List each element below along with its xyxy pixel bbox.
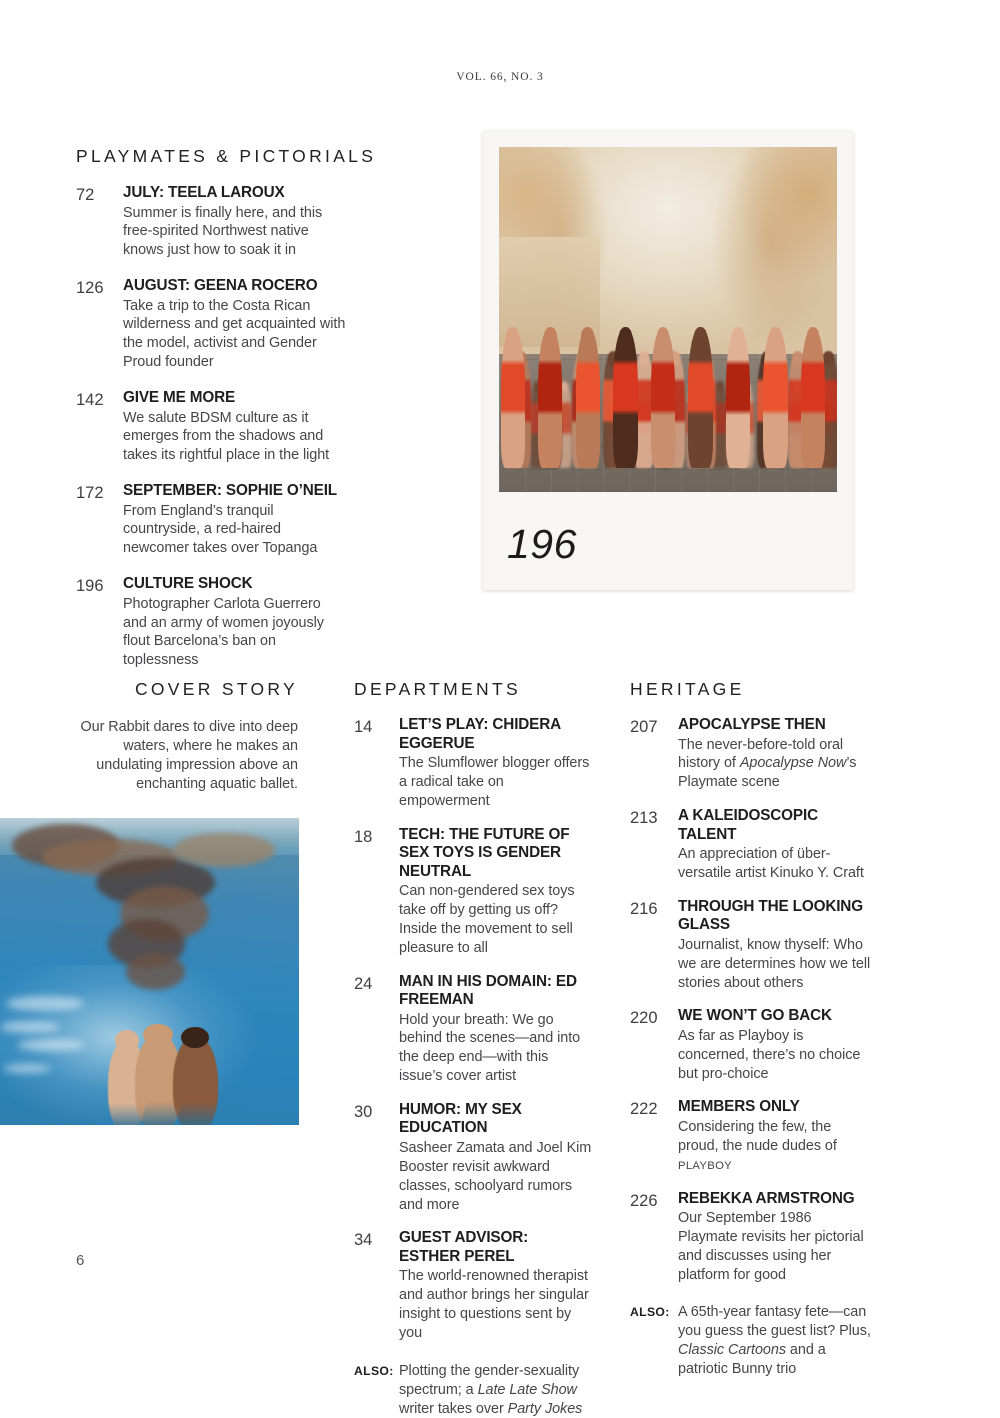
- entry-title: CULTURE SHOCK: [123, 575, 253, 593]
- photo-swimmer-head: [143, 1024, 173, 1045]
- toc-entry[interactable]: [354, 1101, 592, 1214]
- cover-story-photograph: [0, 818, 299, 1125]
- toc-entry[interactable]: [354, 1229, 592, 1342]
- entry-title: GIVE ME MORE: [123, 389, 236, 407]
- entry-page-number: 172: [76, 484, 104, 503]
- entry-page-number: 222: [630, 1100, 658, 1119]
- entry-description: An appreciation of über-versatile artist Kinuko Y. Craft: [678, 846, 864, 881]
- entry-title: GUEST ADVISOR: ESTHER PEREL: [399, 1229, 529, 1265]
- toc-entry[interactable]: [630, 1007, 873, 1083]
- entry-body: [399, 973, 592, 1086]
- entry-page-number: 18: [354, 827, 373, 846]
- entry-body: [399, 1229, 592, 1342]
- entry-page-number: 14: [354, 718, 373, 736]
- entry-title: APOCALYPSE THEN: [678, 716, 826, 733]
- photo-figure: [576, 329, 600, 468]
- toc-entry[interactable]: [630, 1098, 873, 1174]
- entry-title: HUMOR: MY SEX EDUCATION: [399, 1100, 522, 1137]
- entry-body: [678, 1190, 873, 1285]
- photo-caustic-light: [3, 1064, 51, 1073]
- entry-body: [123, 389, 348, 465]
- entry-body: [399, 826, 592, 958]
- entry-title: THROUGH THE LOOKING GLASS: [678, 897, 863, 934]
- entry-title: JULY: TEELA LAROUX: [123, 184, 285, 201]
- entry-description: Hold your breath: We go behind the scenes—and into the deep end—with this issue’s cover artist: [399, 1011, 581, 1085]
- photo-figure-head: [823, 351, 834, 366]
- entry-description: Can non-gendered sex toys take off by getting us off? Inside the movement to sell pleasure to all: [399, 883, 575, 956]
- entry-body: [399, 716, 592, 811]
- photo-figure: [726, 329, 750, 468]
- toc-entry[interactable]: [630, 716, 873, 792]
- photo-swimmer-head: [115, 1030, 139, 1051]
- entry-description: Photographer Carlota Guerrero and an army of women joyously flout Barcelona’s ban on toplessness: [123, 595, 324, 669]
- cover-story-section: [70, 679, 298, 794]
- toc-entry[interactable]: [76, 575, 348, 670]
- entry-body: [678, 807, 873, 883]
- photo-figure-group: [499, 302, 837, 468]
- also-label: ALSO:: [354, 1363, 394, 1378]
- entry-description: Summer is finally here, and this free-spirited Northwest native knows just how to soak it in: [123, 204, 323, 259]
- entry-page-number: 226: [630, 1191, 658, 1210]
- photo-figure: [801, 329, 825, 468]
- entry-description: Sasheer Zamata and Joel Kim Booster revisit awkward classes, schoolyard rumors and more: [399, 1139, 592, 1213]
- toc-entry[interactable]: [630, 1190, 873, 1285]
- entry-title: TECH: THE FUTURE OF SEX TOYS IS GENDER NEUTRAL: [399, 825, 570, 880]
- entry-description: The never-before-told oral history of Apocalypse Now’s Playmate scene: [678, 736, 857, 791]
- entry-body: [123, 575, 348, 670]
- entry-body: [678, 716, 873, 792]
- heritage-entry-list: [630, 716, 873, 1284]
- departments-section: [354, 679, 592, 1418]
- entry-page-number: 207: [630, 718, 658, 736]
- playmates-pictorials-section: [76, 146, 377, 687]
- toc-entry[interactable]: [354, 716, 592, 811]
- entry-title: AUGUST: GEENA ROCERO: [123, 277, 318, 295]
- entry-page-number: 216: [630, 899, 658, 918]
- entry-page-number: 126: [76, 279, 104, 298]
- toc-entry[interactable]: [354, 826, 592, 958]
- photo-figure: [763, 329, 787, 468]
- toc-entry[interactable]: [76, 184, 348, 260]
- photo-caustic-light: [0, 1021, 60, 1033]
- entry-body: [123, 482, 348, 558]
- heritage-section: [630, 679, 873, 1379]
- also-label: ALSO:: [630, 1305, 670, 1320]
- entry-title: SEPTEMBER: SOPHIE O’NEIL: [123, 482, 337, 500]
- entry-body: [123, 184, 348, 260]
- entry-page-number: 30: [354, 1102, 373, 1121]
- cover-story-blurb: Our Rabbit dares to dive into deep waters, where he makes an undulating impression above an enchanting aquatic ballet.: [80, 719, 298, 793]
- entry-description: As far as Playboy is concerned, there’s no choice but pro-choice: [678, 1027, 861, 1082]
- playmates-entry-list: [76, 184, 348, 670]
- entry-title: REBEKKA ARMSTRONG: [678, 1189, 855, 1207]
- entry-title: LET’S PLAY: CHIDERA EGGERUE: [399, 716, 561, 752]
- entry-description: Considering the few, the proud, the nude dudes of PLAYBOY: [678, 1118, 837, 1172]
- entry-title: MEMBERS ONLY: [678, 1098, 800, 1116]
- toc-entry[interactable]: [630, 807, 873, 883]
- toc-entry[interactable]: [354, 973, 592, 1086]
- photo-swimmer: [173, 1036, 218, 1125]
- entry-title: A KALEIDOSCOPIC TALENT: [678, 807, 818, 843]
- toc-entry[interactable]: [76, 389, 348, 465]
- photo-figure: [501, 329, 525, 468]
- toc-entry[interactable]: [630, 898, 873, 993]
- photo-surface-reflection: [173, 833, 275, 867]
- toc-entry[interactable]: [76, 482, 348, 558]
- photo-figure: [651, 329, 675, 468]
- photo-figure: [538, 329, 562, 468]
- entry-page-number: 213: [630, 809, 658, 828]
- hero-photograph: [499, 147, 837, 492]
- entry-page-number: 24: [354, 974, 373, 993]
- section-heading-departments: DEPARTMENTS: [354, 679, 521, 699]
- also-note: [354, 1362, 592, 1418]
- also-note: [630, 1303, 873, 1378]
- entry-body: [678, 898, 873, 993]
- entry-page-number: 196: [76, 577, 104, 596]
- hero-page-reference: 196: [507, 521, 577, 567]
- section-heading-cover-story: COVER STORY: [134, 679, 298, 699]
- section-heading-heritage: HERITAGE: [630, 679, 745, 699]
- photo-figure-head: [619, 327, 632, 345]
- entry-description: We salute BDSM culture as it emerges from the shadows and takes its rightful place in the light: [123, 409, 330, 464]
- entry-description: From England’s tranquil countryside, a red-haired newcomer takes over Topanga: [123, 502, 318, 557]
- entry-page-number: 34: [354, 1231, 373, 1250]
- photo-figure: [613, 329, 637, 468]
- departments-entry-list: [354, 716, 592, 1343]
- entry-body: [399, 1101, 592, 1214]
- folio-page-number: 6: [76, 1252, 85, 1269]
- photo-figure-head: [544, 327, 557, 345]
- also-text: A 65th-year fantasy fete—can you guess the guest list? Plus, Classic Cartoons and a patriotic Bunny trio: [678, 1304, 871, 1378]
- entry-page-number: 142: [76, 391, 104, 410]
- toc-entry[interactable]: [76, 277, 348, 372]
- also-text: Plotting the gender-sexuality spectrum; a Late Late Show writer takes over Party Jokes: [399, 1362, 583, 1417]
- entry-body: [678, 1007, 873, 1083]
- entry-description: Take a trip to the Costa Rican wilderness and get acquainted with the model, activist and Gender Proud founder: [123, 297, 346, 371]
- photo-figure-head: [694, 327, 707, 345]
- entry-description: The world-renowned therapist and author brings her singular insight to questions sent by you: [399, 1268, 589, 1341]
- hero-photo-frame: [483, 131, 853, 590]
- running-head-volume: VOL. 66, NO. 3: [456, 71, 544, 83]
- photo-figure: [688, 329, 712, 468]
- section-heading-playmates: PLAYMATES & PICTORIALS: [76, 146, 377, 166]
- entry-body: [123, 277, 348, 372]
- entry-description: The Slumflower blogger offers a radical take on empowerment: [399, 755, 590, 809]
- entry-title: WE WON’T GO BACK: [678, 1007, 832, 1025]
- entry-body: [678, 1098, 873, 1174]
- entry-page-number: 220: [630, 1009, 658, 1028]
- entry-page-number: 72: [76, 186, 95, 204]
- entry-title: MAN IN HIS DOMAIN: ED FREEMAN: [399, 972, 577, 1009]
- photo-surface-reflection: [126, 953, 186, 990]
- photo-figure-head: [639, 351, 650, 366]
- entry-description: Our September 1986 Playmate revisits her pictorial and discusses using her platform for good: [678, 1210, 864, 1283]
- entry-description: Journalist, know thyself: Who we are determines how we tell stories about others: [678, 936, 871, 991]
